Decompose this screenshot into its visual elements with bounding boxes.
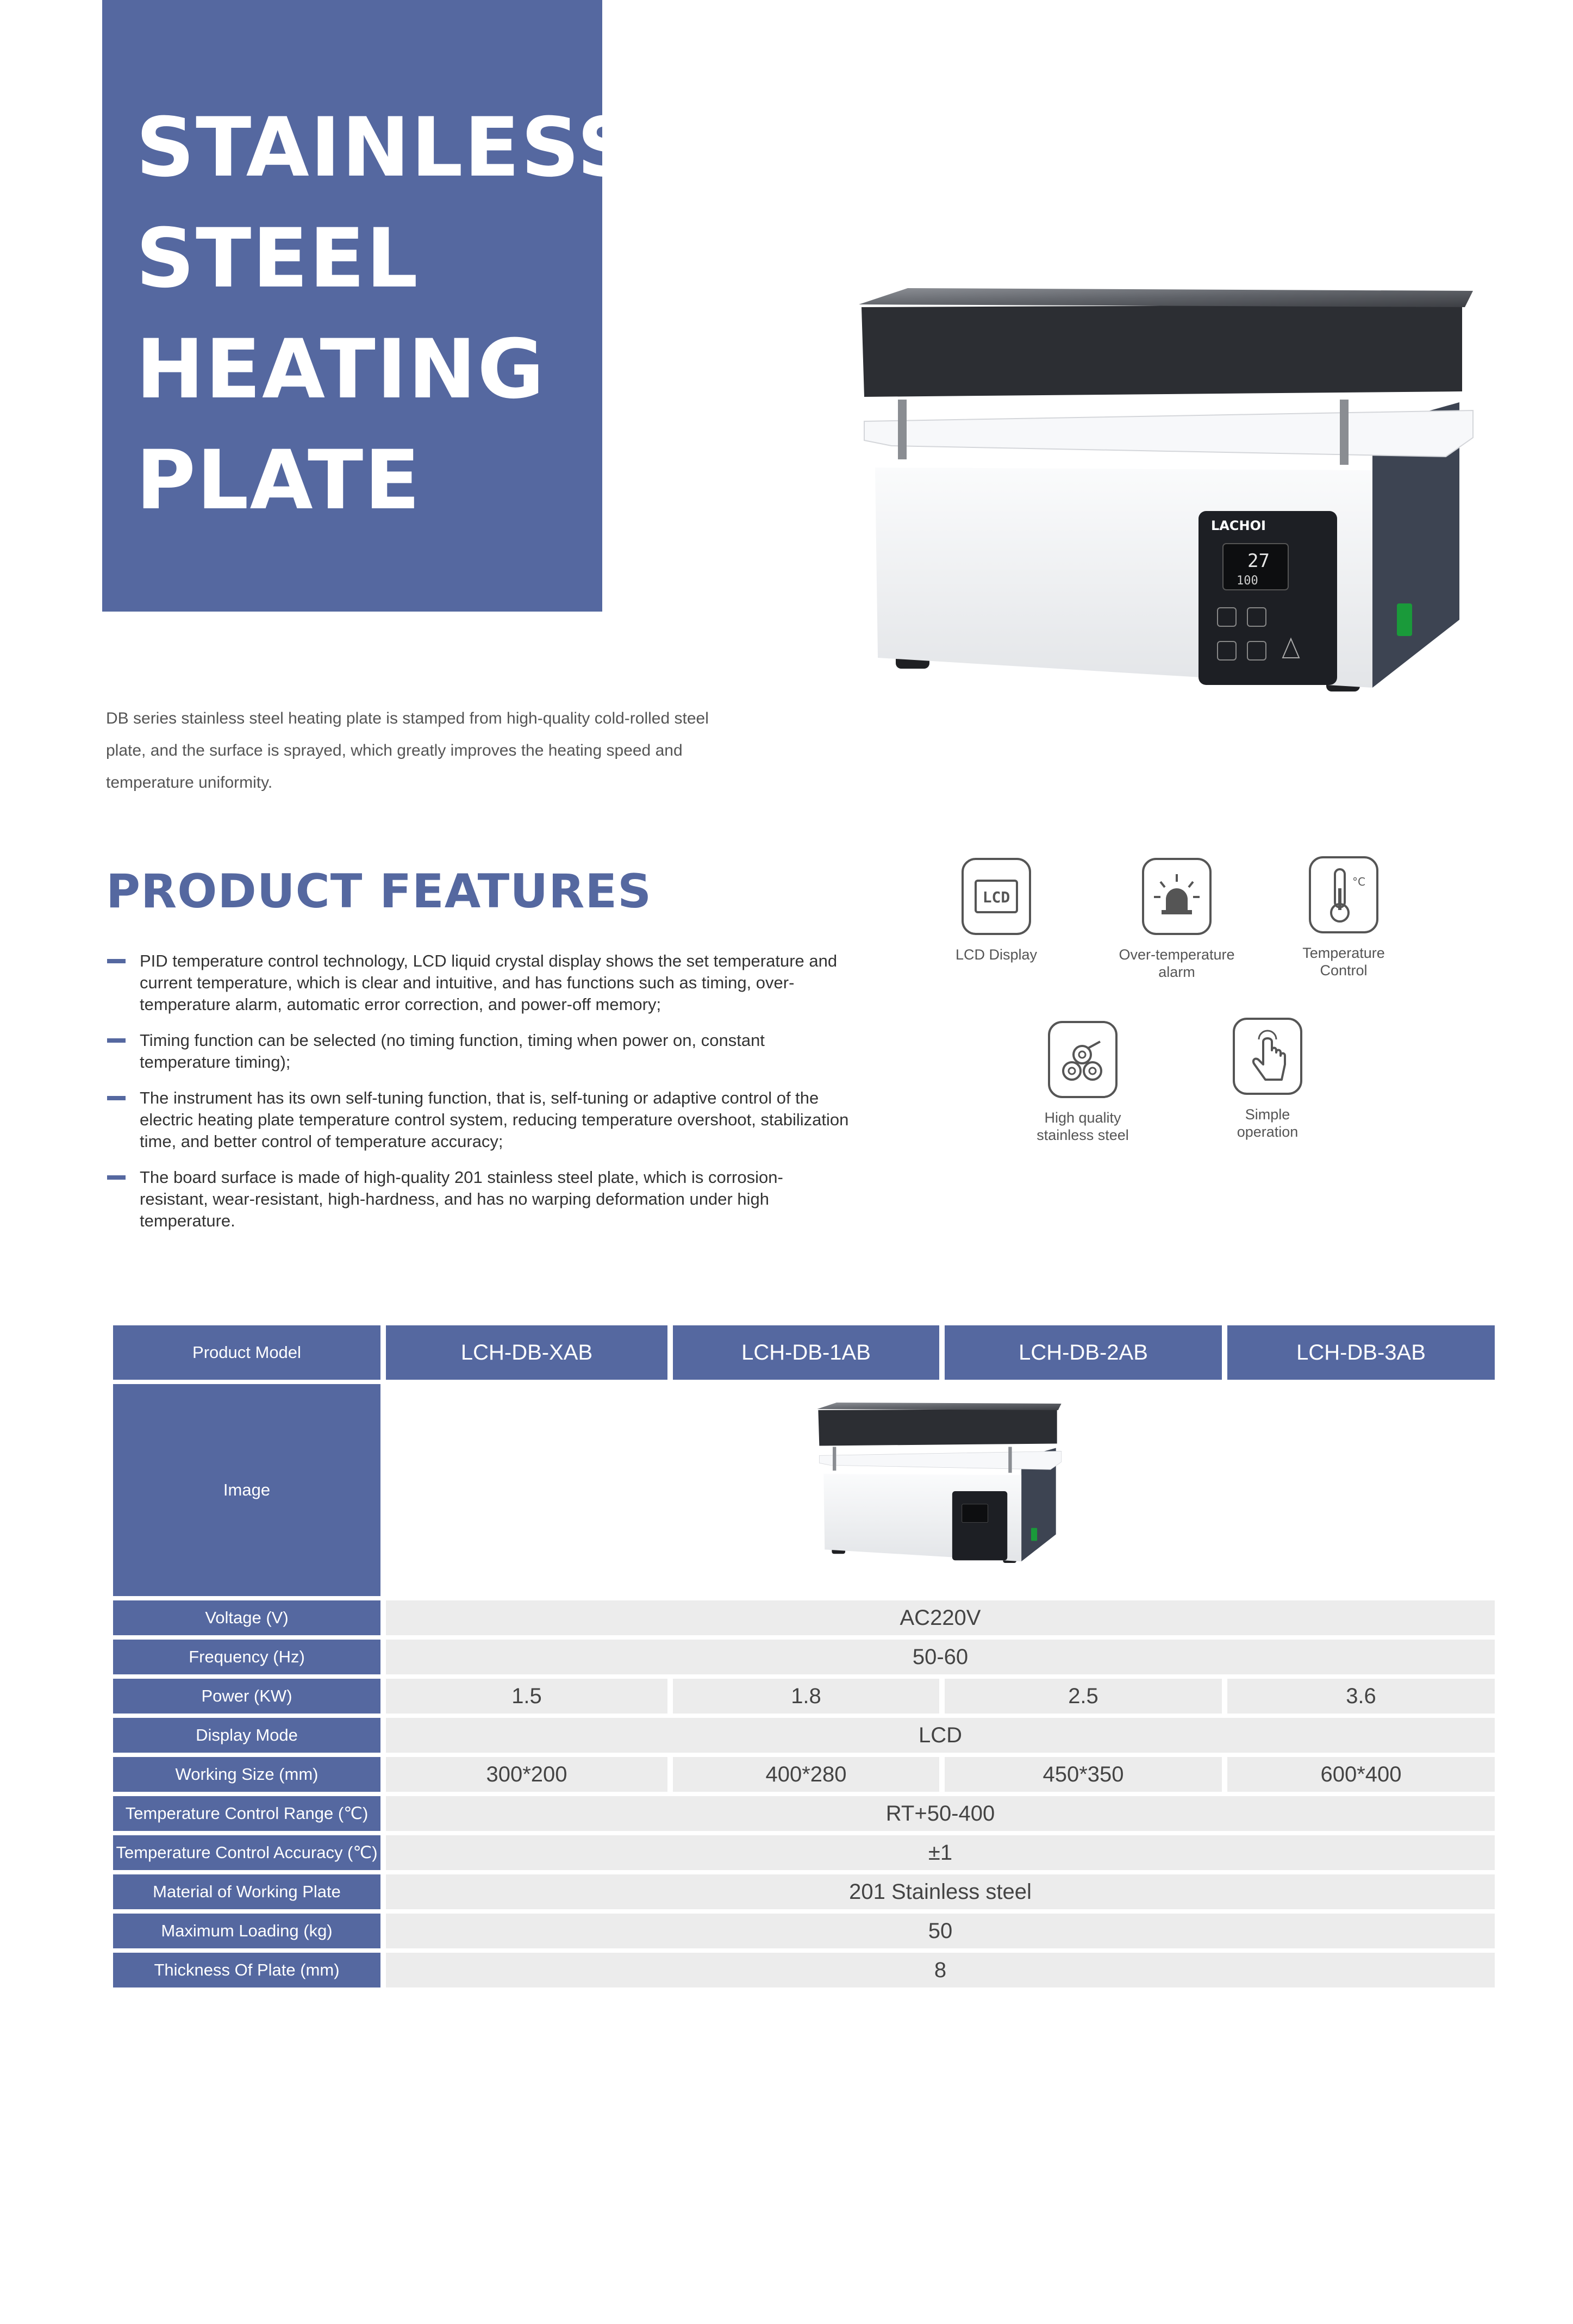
feature-alarm xyxy=(1112,858,1242,981)
model-header: LCH-DB-XAB xyxy=(386,1325,667,1380)
feature-text: The board surface is made of high-quality 201 stainless steel plate, which is corrosion-resistant, wear-resistant, high-hardness, and has no warping deformation under high temperature. xyxy=(140,1168,783,1230)
row-value: 300*200 xyxy=(386,1757,667,1792)
features-title: PRODUCT FEATURES xyxy=(106,864,652,919)
feature-icon-label: High quality stainless steel xyxy=(1037,1110,1129,1143)
svg-text:27: 27 xyxy=(1247,550,1270,572)
feature-item xyxy=(106,1030,851,1073)
bullet-dash xyxy=(107,1175,126,1180)
feature-text: Timing function can be selected (no timing function, timing when power on, constant temperature timing); xyxy=(140,1031,765,1071)
thermometer-icon xyxy=(1309,856,1378,933)
row-label: Frequency (Hz) xyxy=(113,1640,380,1674)
svg-text:°C: °C xyxy=(1352,875,1365,888)
hero-banner xyxy=(102,0,637,612)
row-label: Voltage (V) xyxy=(113,1600,380,1635)
intro-paragraph: DB series stainless steel heating plate is stamped from high-quality cold-rolled steel plate, and the surface is sprayed, which greatly improves the heating speed and temperature uniformity. xyxy=(106,709,709,792)
bullet-dash xyxy=(107,1038,126,1043)
row-value: 600*400 xyxy=(1227,1757,1495,1792)
header-label: Product Model xyxy=(113,1325,380,1380)
row-value: AC220V xyxy=(386,1600,1495,1635)
svg-text:LCD: LCD xyxy=(982,888,1010,906)
feature-item xyxy=(106,1087,851,1152)
lcd-icon xyxy=(962,858,1031,935)
product-thumbnail xyxy=(386,1384,1495,1596)
row-label: Temperature Control Range (℃) xyxy=(113,1796,380,1831)
row-value: 3.6 xyxy=(1227,1679,1495,1714)
row-value: 50-60 xyxy=(386,1640,1495,1674)
row-value: LCD xyxy=(386,1718,1495,1753)
row-value: 1.8 xyxy=(673,1679,939,1714)
model-header: LCH-DB-1AB xyxy=(673,1325,939,1380)
model-header: LCH-DB-2AB xyxy=(945,1325,1222,1380)
row-value: 450*350 xyxy=(945,1757,1222,1792)
row-value: 201 Stainless steel xyxy=(386,1874,1495,1909)
feature-simple-operation xyxy=(1202,1018,1333,1141)
row-value: 1.5 xyxy=(386,1679,667,1714)
row-label: Thickness Of Plate (mm) xyxy=(113,1953,380,1987)
row-label: Power (KW) xyxy=(113,1679,380,1714)
feature-icon-label: LCD Display xyxy=(955,946,1038,963)
feature-lcd xyxy=(931,858,1062,963)
title-line: STAINLESS xyxy=(136,101,637,195)
row-value: 2.5 xyxy=(945,1679,1222,1714)
feature-steel xyxy=(1018,1021,1148,1144)
touch-hand-icon xyxy=(1233,1018,1302,1095)
row-value: ±1 xyxy=(386,1835,1495,1870)
feature-item xyxy=(106,1167,851,1232)
feature-icon-label: Temperature Control xyxy=(1302,945,1385,979)
row-value: RT+50-400 xyxy=(386,1796,1495,1831)
title-line: PLATE xyxy=(136,433,421,528)
feature-icon-label: Simple operation xyxy=(1237,1106,1299,1140)
heating-plate-illustration xyxy=(848,283,1489,734)
row-value: 400*280 xyxy=(673,1757,939,1792)
product-photo xyxy=(848,283,1489,734)
row-label: Temperature Control Accuracy (℃) xyxy=(113,1835,380,1870)
svg-text:100: 100 xyxy=(1237,574,1258,588)
bullet-dash xyxy=(107,959,126,963)
steel-rolls-icon xyxy=(1048,1021,1118,1098)
heating-plate-thumbnail xyxy=(799,1400,1082,1580)
feature-temperature xyxy=(1278,856,1409,979)
row-label: Working Size (mm) xyxy=(113,1757,380,1792)
page-title xyxy=(136,92,637,536)
features-list xyxy=(106,950,851,1246)
svg-text:LACHOI: LACHOI xyxy=(1211,518,1266,533)
row-label: Material of Working Plate xyxy=(113,1874,380,1909)
alarm-icon xyxy=(1142,858,1212,935)
title-line: STEEL xyxy=(136,211,419,306)
feature-icon-label: Over-temperature alarm xyxy=(1119,946,1235,980)
row-label: Display Mode xyxy=(113,1718,380,1753)
bullet-dash xyxy=(107,1096,126,1100)
row-label: Maximum Loading (kg) xyxy=(113,1914,380,1948)
title-line: HEATING xyxy=(136,322,546,417)
image-row-label: Image xyxy=(113,1384,380,1596)
model-header: LCH-DB-3AB xyxy=(1227,1325,1495,1380)
row-value: 8 xyxy=(386,1953,1495,1987)
feature-item xyxy=(106,950,851,1015)
row-value: 50 xyxy=(386,1914,1495,1948)
feature-text: PID temperature control technology, LCD liquid crystal display shows the set temperature and current temperature, which is clear and intuitive, and has functions such as timing, over-temperature alarm, automatic error correction, and power-off memory; xyxy=(140,951,838,1014)
feature-text: The instrument has its own self-tuning function, that is, self-tuning or adaptive control of the electric heating plate temperature control system, reducing temperature overshoot, stabilization time, and better control of temperature accuracy; xyxy=(140,1088,849,1151)
